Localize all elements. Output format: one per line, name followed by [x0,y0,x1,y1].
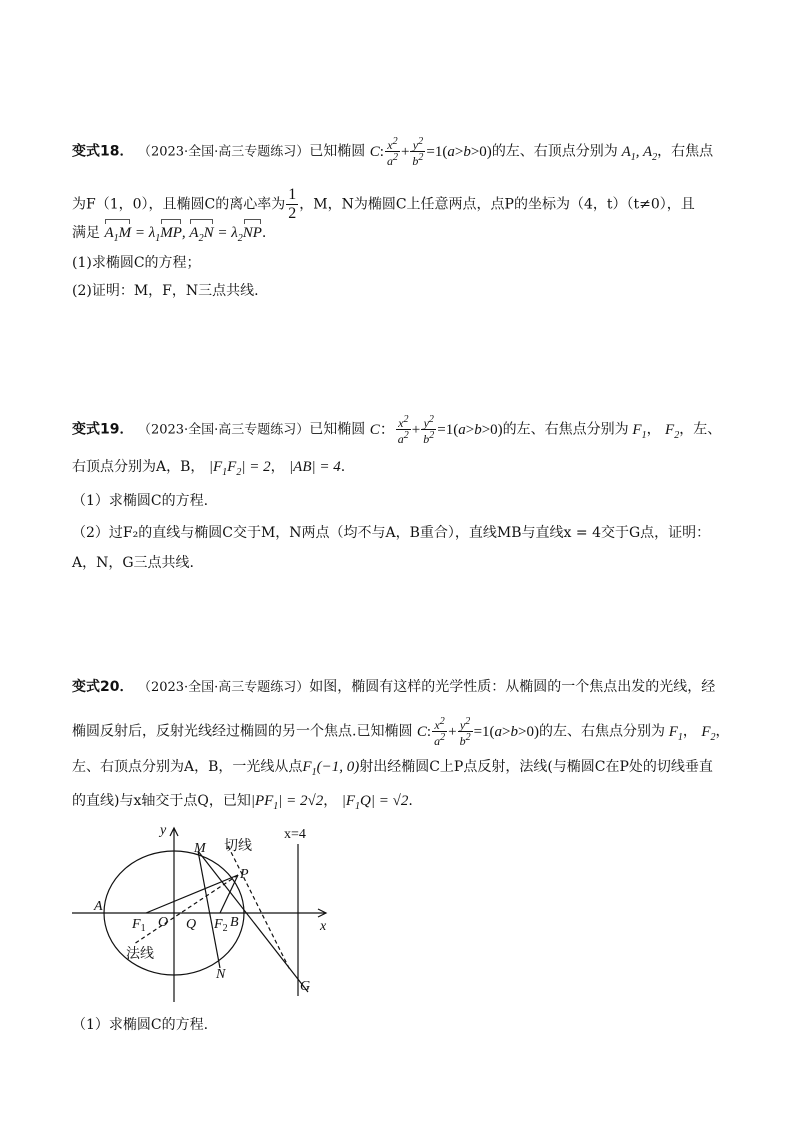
question-2: (2)证明：M，F，N三点共线. [72,283,259,299]
problem-label: 变式18． [72,143,134,160]
label-Q: Q [186,917,197,932]
label-A: A [94,899,103,914]
label-faxian: 法线 [126,947,154,962]
problem-label: 变式19． [72,421,134,438]
problem-text: 射出经椭圆C上P点反射，法线(与椭圆C在P处的切线垂直 [359,759,713,775]
label-qiexian: 切线 [224,839,252,854]
tangent-line [228,846,290,970]
ellipse-equation: C: $\frac{x^2}{a^2}$ + $\frac{y^2}{b^2}$ =1(a>b>0) [369,136,492,168]
label-x4: x=4 [284,827,306,842]
question-1: （1）求椭圆C的方程. [72,493,209,509]
problem-text: 椭圆反射后，反射光线经过椭圆的另一个焦点.已知椭圆 [72,723,413,740]
problem-label: 变式20． [72,679,134,695]
problem-text: 已知椭圆 [309,421,366,438]
label-x: x [320,919,327,934]
problem-text: 左、右顶点分别为A，B，一光线从点 [72,759,303,775]
problem-source: （2023·全国·高三专题练习） [137,144,310,160]
f1q-distance: $|F_1Q| = √2$ [341,793,409,812]
problem-text: 已知椭圆 [309,143,366,160]
f1-point: $F_1(-1$, 0) [302,759,360,778]
ab-distance: |AB| = 4 [289,459,341,475]
question-1: (1)求椭圆C的方程； [72,255,201,271]
eccentricity: $\frac{1}{2}$ [288,186,297,222]
problem-text: 的左、右焦点分别为 [502,421,629,438]
ellipse-figure [68,822,358,1012]
vector-condition: $A_1M = \lambda_1MP$, $A_2N = \lambda_2NP$ [104,225,261,241]
problem-text: 左、 [693,421,722,438]
label-F2: $F_2$ [214,917,228,934]
label-G: G [300,979,311,994]
chord-mn [198,851,220,968]
ellipse-equation: C： $\frac{x^2}{a^2}$ + $\frac{y^2}{b^2}$ =1(a>b>0) [369,414,503,446]
vertices-label: $A_1$, $A_2$ [617,143,658,163]
pf1-distance: $|PF_1| = 2√2$ [250,793,324,812]
problem-text: 如图，椭圆有这样的光学性质：从椭圆的一个焦点出发的光线，经 [309,679,716,695]
ellipse-equation: C: $\frac{x^2}{a^2}$ + $\frac{y^2}{b^2}$ =1(a>b>0) [416,716,539,748]
problem-text: 的左、右焦点分别为 [538,723,665,740]
problem-source: （2023·全国·高三专题练习） [137,680,310,695]
problem-text: 右顶点分别为A，B， [72,459,205,475]
label-y: y [160,823,167,838]
problem-text: 的左、右顶点分别为 [491,143,618,160]
question-1: （1）求椭圆C的方程. [72,1017,209,1033]
label-M: M [194,841,206,856]
question-2-cont: A，N，G三点共线. [72,555,194,571]
label-B: B [230,915,239,930]
problem-text: 为F（1，0），且椭圆C的离心率为 [72,196,286,213]
problem-text: ，M，N为椭圆C上任意两点，点P的坐标为（4，t）（t≠0），且 [299,196,695,213]
question-2: （2）过F₂的直线与椭圆C交于M，N两点（均不与A，B重合），直线MB与直线x = 4交于G点，证明： [72,525,711,541]
problem-text: 满足 [72,225,100,241]
problem-source: （2023·全国·高三专题练习） [137,422,310,438]
problem-text: 的直线)与x轴交于点Q，已知 [72,793,251,809]
label-O: O [158,915,169,930]
label-P: P [240,867,249,882]
f1f2-distance: $|F_1F_2| = 2$ [208,459,271,478]
label-F1: $F_1$ [132,917,146,934]
ray-f1-p [146,875,238,913]
problem-text: ，右焦点 [657,143,714,160]
label-N: N [216,967,226,982]
